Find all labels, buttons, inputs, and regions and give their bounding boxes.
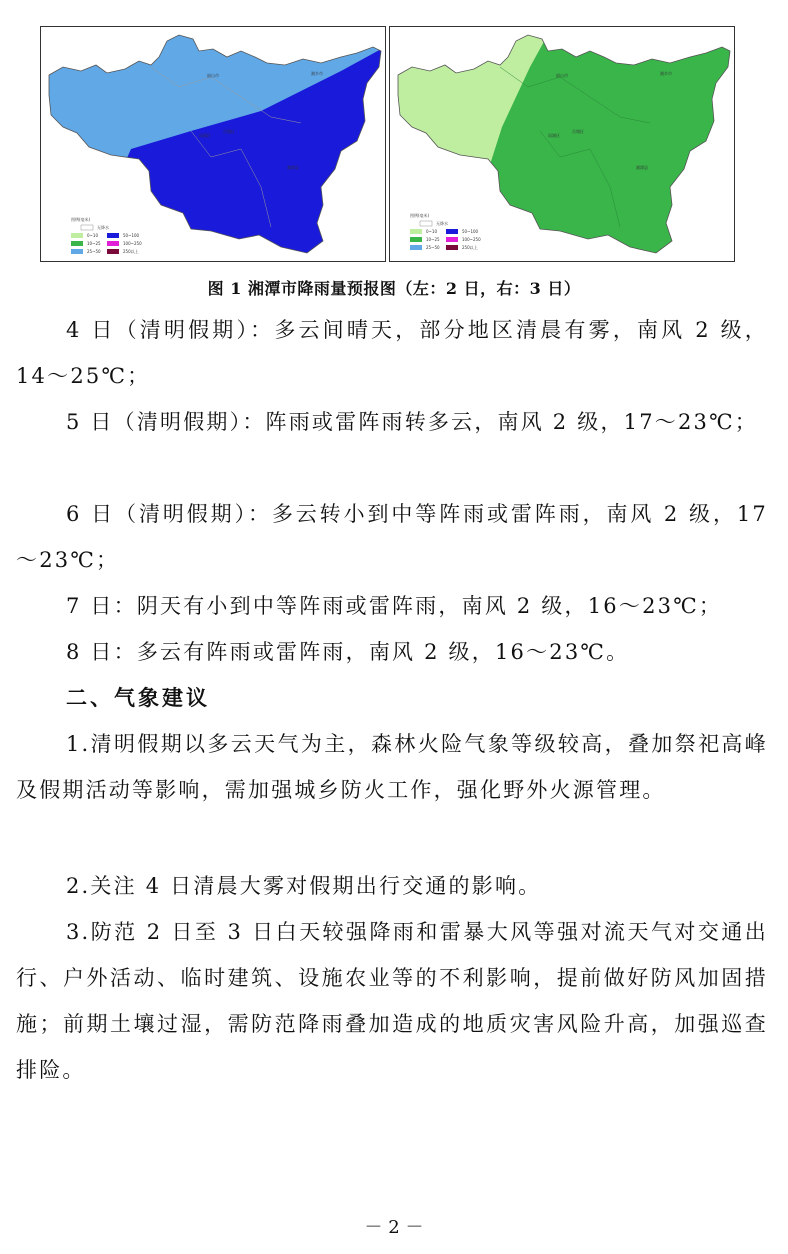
figure-caption: 图 1 湘潭市降雨量预报图（左：2 日，右：3 日） <box>207 279 581 298</box>
place-label: 湘潭县 <box>636 165 648 170</box>
svg-text:无降水: 无降水 <box>436 221 448 226</box>
svg-text:无降水: 无降水 <box>97 225 109 230</box>
page-number: － 2 － <box>364 1217 424 1238</box>
svg-text:图例(毫米): 图例(毫米) <box>71 217 91 222</box>
forecast-day6: 6 日（清明假期）：多云转小到中等阵雨或雷阵雨，南风 2 级，17～23℃； <box>16 502 768 572</box>
svg-text:250以上: 250以上 <box>123 249 139 254</box>
svg-text:100~250: 100~250 <box>462 237 481 242</box>
advice-item-3: 3.防范 2 日至 3 日白天较强降雨和雷暴大风等强对流天气对交通出行、户外活动、临时建筑、设施农业等的不利影响，提前做好防风加固措施；前期土壤过湿，需防范降雨叠加造成的地质灾害风险升高，加强巡查排险。 <box>16 920 768 1082</box>
place-label: 韶山市 <box>556 73 568 78</box>
svg-text:0~10: 0~10 <box>87 233 98 238</box>
map-legend <box>410 212 481 250</box>
svg-text:0~10: 0~10 <box>426 229 437 234</box>
advice-item-2: 2.关注 4 日清晨大雾对假期出行交通的影响。 <box>66 874 542 898</box>
forecast-day8: 8 日：多云有阵雨或雷阵雨，南风 2 级，16～23℃。 <box>66 640 630 664</box>
rainfall-map-day3 <box>389 26 735 262</box>
place-label: 岳塘区 <box>223 129 235 134</box>
rainfall-map-day2 <box>40 26 386 262</box>
svg-text:25~50: 25~50 <box>87 249 101 254</box>
svg-text:10~25: 10~25 <box>426 237 440 242</box>
place-label: 湘乡市 <box>311 71 323 76</box>
place-label: 湘乡市 <box>660 71 672 76</box>
place-label: 湘潭县 <box>287 165 299 170</box>
svg-text:100~250: 100~250 <box>123 241 142 246</box>
svg-text:50~100: 50~100 <box>123 233 140 238</box>
map-legend <box>71 216 142 254</box>
svg-text:25~50: 25~50 <box>426 245 440 250</box>
svg-text:250以上: 250以上 <box>462 245 478 250</box>
rainfall-forecast-figure <box>40 26 735 264</box>
svg-text:50~100: 50~100 <box>462 229 479 234</box>
place-label: 韶山市 <box>207 73 219 78</box>
forecast-day7: 7 日：阴天有小到中等阵雨或雷阵雨，南风 2 级，16～23℃； <box>66 594 723 618</box>
place-label: 岳塘区 <box>572 129 584 134</box>
place-label: 雨湖区 <box>199 133 211 138</box>
advice-item-1: 1.清明假期以多云天气为主，森林火险气象等级较高，叠加祭祀高峰及假期活动等影响，需加强城乡防火工作，强化野外火源管理。 <box>16 732 768 802</box>
place-label: 雨湖区 <box>548 133 560 138</box>
svg-text:10~25: 10~25 <box>87 241 101 246</box>
forecast-day5: 5 日（清明假期）：阵雨或雷阵雨转多云，南风 2 级，17～23℃； <box>66 410 758 434</box>
section-heading: 二、气象建议 <box>66 686 210 710</box>
forecast-day4: 4 日（清明假期）：多云间晴天，部分地区清晨有雾，南风 2 级，14～25℃； <box>16 318 768 388</box>
svg-text:图例(毫米): 图例(毫米) <box>410 213 430 218</box>
